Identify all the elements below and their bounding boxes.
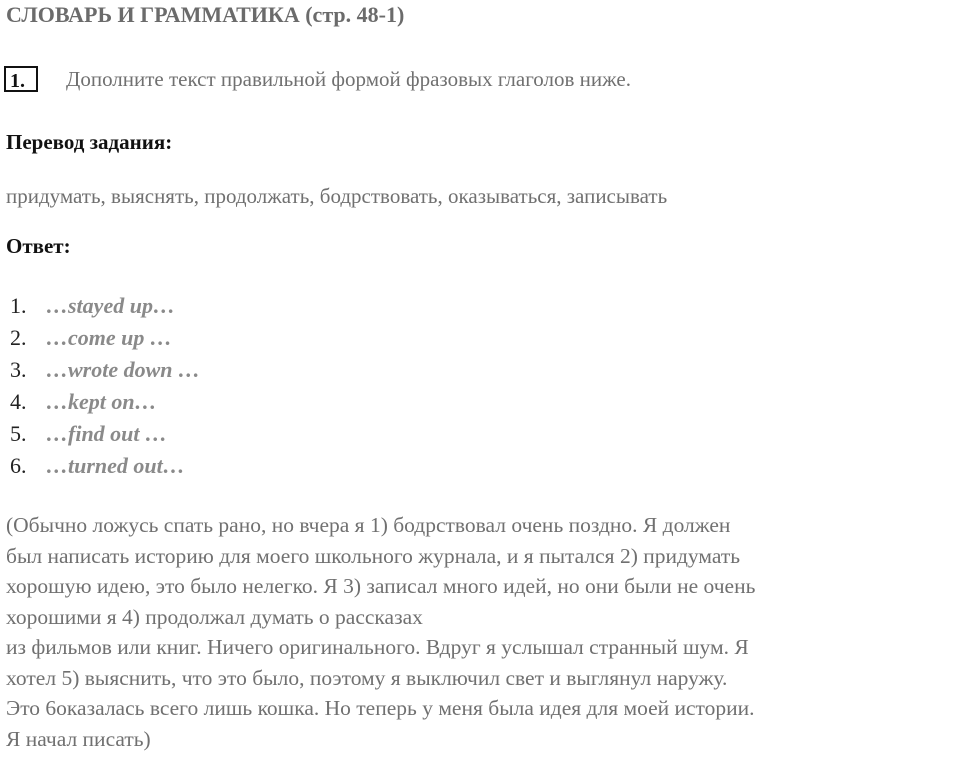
answer-number: 3. bbox=[10, 357, 27, 382]
story-line: Я начал писать) bbox=[6, 726, 151, 751]
task-row bbox=[4, 64, 631, 94]
answer-text: …kept on… bbox=[46, 389, 157, 414]
task-number: 1. bbox=[4, 66, 38, 92]
answer-number: 6. bbox=[10, 453, 27, 478]
translation-text: придумать, выяснять, продолжать, бодрствовать, оказываться, записывать bbox=[6, 184, 668, 208]
answer-number: 4. bbox=[10, 389, 27, 414]
answer-number: 1. bbox=[10, 293, 27, 318]
answer-text: …wrote down … bbox=[46, 357, 201, 382]
answer-text: …come up … bbox=[46, 325, 172, 350]
answer-item bbox=[10, 386, 200, 418]
story-line: хорошую идею, это было нелегко. Я 3) записал много идей, но они были не очень bbox=[6, 574, 756, 598]
answer-text: …turned out… bbox=[46, 453, 185, 478]
answer-text: …stayed up… bbox=[46, 293, 175, 318]
page-title: СЛОВАРЬ И ГРАММАТИКА (стр. 48-1) bbox=[6, 2, 405, 27]
answer-number: 5. bbox=[10, 421, 27, 446]
story-paragraph bbox=[6, 510, 956, 754]
answer-number: 2. bbox=[10, 325, 27, 350]
story-line: из фильмов или книг. Ничего оригинального. Вдруг я услышал странный шум. Я bbox=[6, 635, 749, 659]
answer-item bbox=[10, 322, 200, 354]
answer-item bbox=[10, 450, 200, 482]
answer-item bbox=[10, 354, 200, 386]
answer-text: …find out … bbox=[46, 421, 168, 446]
answer-item bbox=[10, 290, 200, 322]
story-line: был написать историю для моего школьного журнала, и я пытался 2) придумать bbox=[6, 543, 741, 568]
answer-heading: Ответ: bbox=[6, 234, 71, 258]
story-line: (Обычно ложусь спать рано, но вчера я 1) бодрствовал очень поздно. Я должен bbox=[6, 513, 731, 537]
story-line: хорошими я 4) продолжал думать о рассказах bbox=[6, 604, 423, 629]
task-instruction: Дополните текст правильной формой фразовых глаголов ниже. bbox=[66, 66, 631, 91]
story-line: хотел 5) выяснить, что это было, поэтому я выключил свет и выглянул наружу. bbox=[6, 665, 728, 690]
answer-list bbox=[10, 290, 200, 482]
story-line: Это 6оказалась всего лишь кошка. Но теперь у меня была идея для моей истории. bbox=[6, 696, 755, 720]
answer-item bbox=[10, 418, 200, 450]
translation-heading: Перевод задания: bbox=[6, 130, 173, 154]
